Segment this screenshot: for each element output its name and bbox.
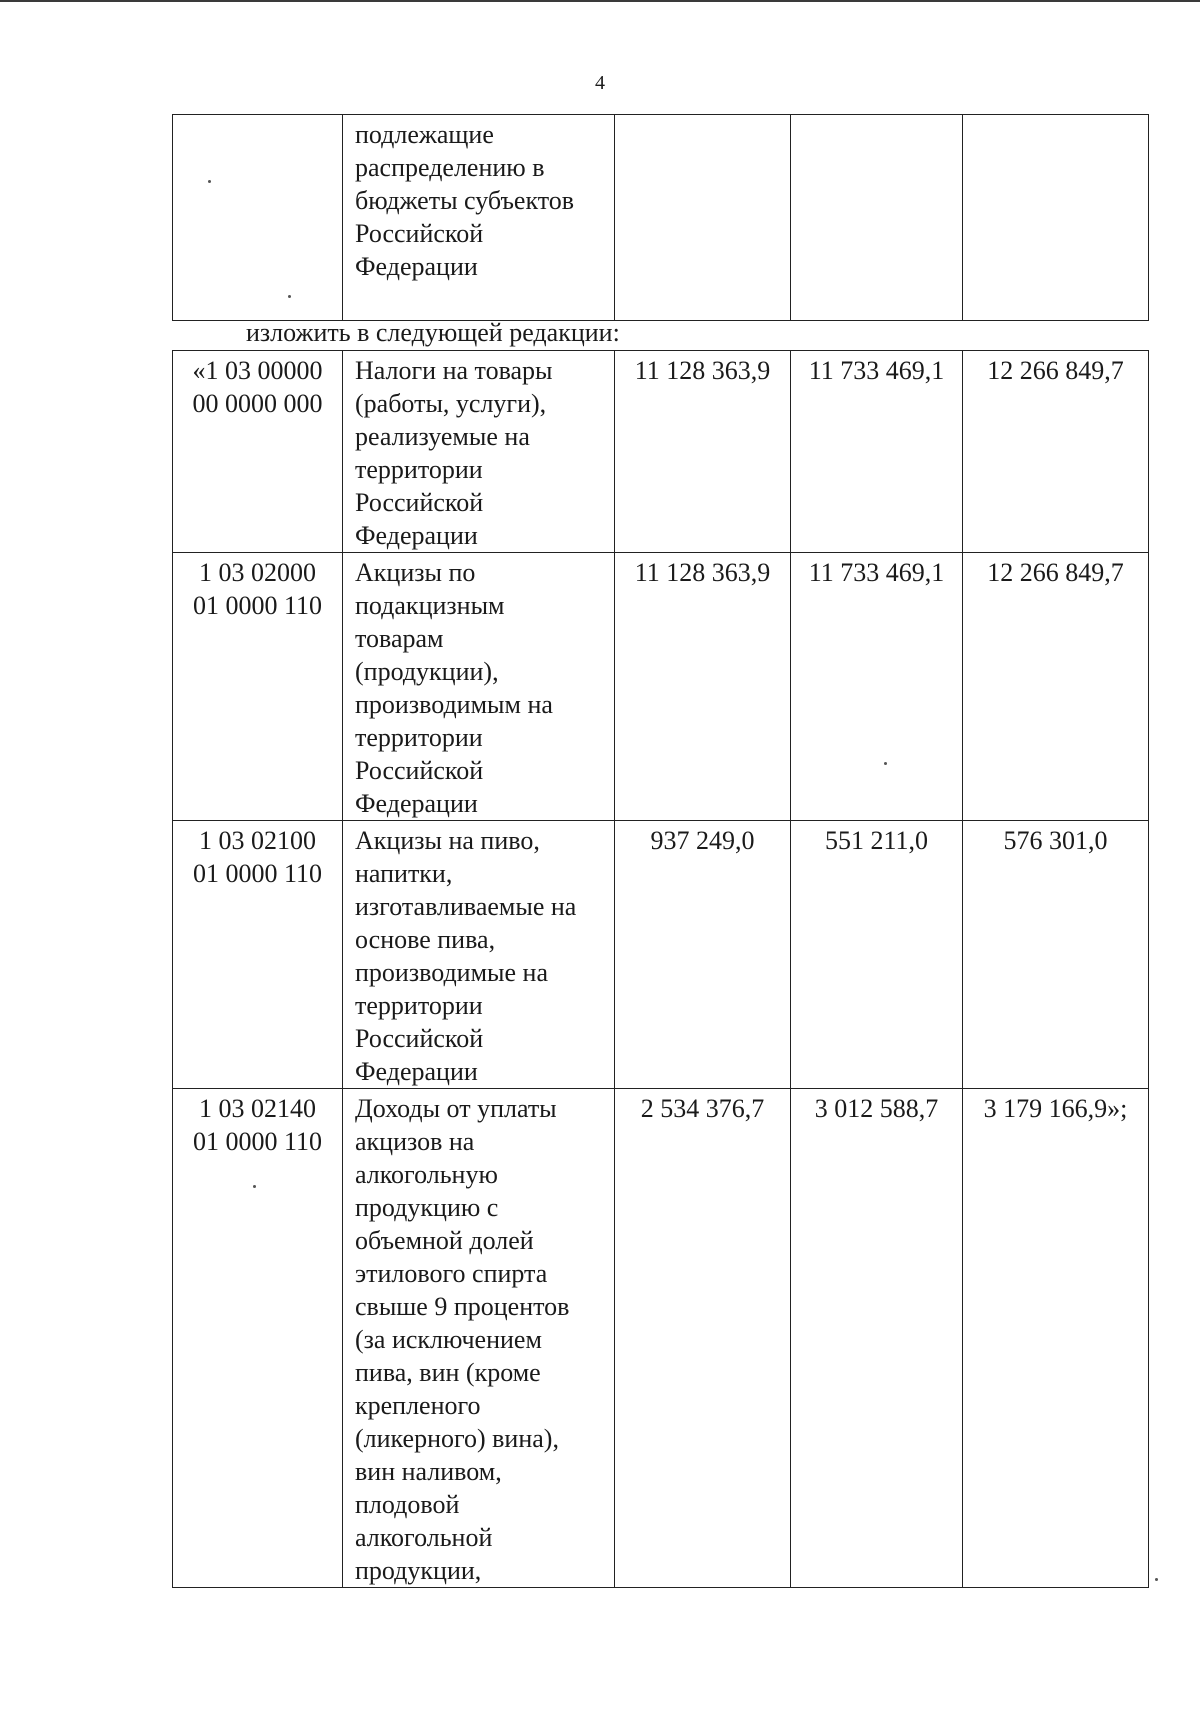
amount-cell-year-2: 551 211,0 — [791, 821, 963, 1089]
budget-name-cell: Акцизы по подакцизным товарам (продукции), производимым на территории Российской Федерации — [343, 553, 615, 821]
table-row — [173, 1089, 1149, 1588]
budget-code-cell: 1 03 02000 01 0000 110 — [173, 553, 343, 821]
scan-edge-line — [0, 0, 1200, 2]
table-row — [173, 115, 1149, 321]
scan-speck — [208, 180, 211, 183]
amount-cell-year-2: 11 733 469,1 — [791, 351, 963, 553]
amount-cell-year-3: 3 179 166,9»; — [963, 1089, 1149, 1588]
amount-cell-year-2 — [791, 115, 963, 321]
table-row — [173, 351, 1149, 553]
scan-speck — [288, 295, 291, 298]
amount-cell-year-1: 937 249,0 — [615, 821, 791, 1089]
budget-code-cell: «1 03 00000 00 0000 000 — [173, 351, 343, 553]
amendment-intro-text: изложить в следующей редакции: — [246, 318, 620, 347]
table-row — [173, 821, 1149, 1089]
amount-cell-year-1: 11 128 363,9 — [615, 351, 791, 553]
scan-speck — [884, 762, 887, 765]
budget-code-cell — [173, 115, 343, 321]
page-number: 4 — [595, 72, 605, 94]
amount-cell-year-3: 12 266 849,7 — [963, 553, 1149, 821]
new-wording-table — [172, 350, 1149, 1588]
budget-name-cell: подлежащие распределению в бюджеты субъектов Российской Федерации — [343, 115, 615, 321]
budget-name-cell: Доходы от уплаты акцизов на алкогольную продукцию с объемной долей этилового спирта свыше 9 процентов (за исключением пива, вин (кроме крепленого (ликерного) вина), вин наливом, плодовой алкогольной продукции, — [343, 1089, 615, 1588]
previous-table — [172, 114, 1149, 321]
scan-speck — [253, 1185, 256, 1188]
amount-cell-year-1: 2 534 376,7 — [615, 1089, 791, 1588]
amount-cell-year-1: 11 128 363,9 — [615, 553, 791, 821]
budget-code-cell: 1 03 02140 01 0000 110 — [173, 1089, 343, 1588]
scan-speck — [1155, 1578, 1158, 1581]
amount-cell-year-3 — [963, 115, 1149, 321]
amount-cell-year-3: 12 266 849,7 — [963, 351, 1149, 553]
budget-name-cell: Акцизы на пиво, напитки, изготавливаемые на основе пива, производимые на территории Российской Федерации — [343, 821, 615, 1089]
amount-cell-year-3: 576 301,0 — [963, 821, 1149, 1089]
table-row — [173, 553, 1149, 821]
amount-cell-year-1 — [615, 115, 791, 321]
amount-cell-year-2: 11 733 469,1 — [791, 553, 963, 821]
budget-code-cell: 1 03 02100 01 0000 110 — [173, 821, 343, 1089]
amount-cell-year-2: 3 012 588,7 — [791, 1089, 963, 1588]
budget-name-cell: Налоги на товары (работы, услуги), реализуемые на территории Российской Федерации — [343, 351, 615, 553]
